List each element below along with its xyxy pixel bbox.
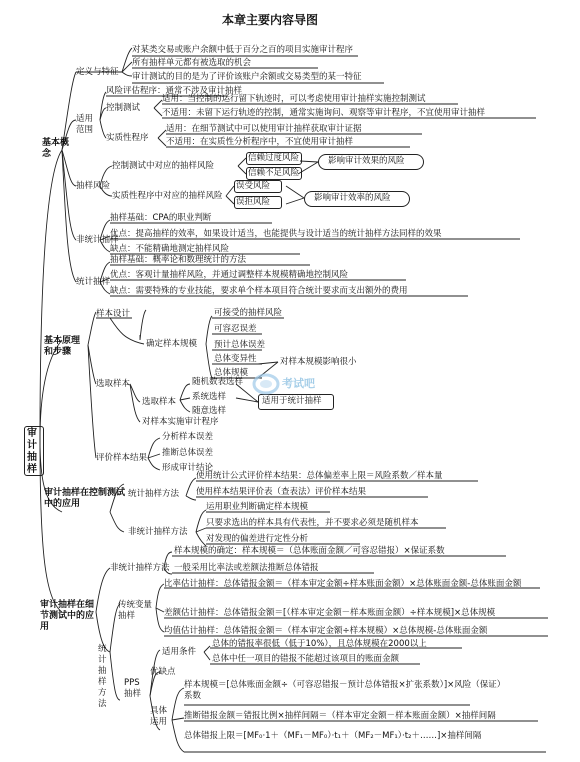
- ctrl-stat-method: 统计抽样方法: [128, 489, 180, 499]
- node-sample-design: 样本设计: [96, 309, 131, 319]
- scope-control-test: 控制测试: [106, 103, 141, 113]
- watermark-text: 考试吧: [282, 377, 315, 390]
- pick-item-3: 随意选样: [192, 406, 227, 416]
- root-label: 审计抽样: [27, 428, 37, 475]
- eval-item-2: 推断总体误差: [162, 448, 214, 458]
- ctrl-stat-a: 使用统计公式评价样本结果：总体偏差率上限＝风险系数／样本量: [196, 471, 443, 481]
- pps-usage-b: 推断错报金额＝错报比例×抽样间隔＝（样本审定金额－样本账面金额）×抽样间隔: [184, 711, 496, 721]
- nonstat-pros: 优点：提高抽样的效率，如果设计适当，也能提供与设计适当的统计抽样方法同样的效果: [110, 229, 442, 239]
- watermark-logo: [248, 370, 334, 398]
- stat-cons: 缺点：需要特殊的专业技能，要求单个样本项目符合统计要求而支出额外的费用: [110, 286, 408, 296]
- risk-effectiveness: 影响审计效果的风险: [328, 156, 405, 166]
- detail-nonstat-method: 非统计抽样方法: [110, 563, 170, 573]
- pps-cond-a: 总体的错报率很低（低于10%），且总体规模在2000以上: [212, 639, 427, 649]
- page-title: 本章主要内容导图: [222, 13, 319, 27]
- size-item-4: 总体变异性: [214, 354, 257, 364]
- risk-incorrect-rejection: 误拒风险: [236, 197, 271, 207]
- nonstat-cons: 缺点：不能精确地测定抽样风险: [110, 244, 230, 254]
- pick-node: 选取样本: [142, 397, 177, 407]
- ctrl-stat-b: 使用样本结果评价表（查表法）评价样本结果: [196, 487, 367, 497]
- section-control-test-application: 审计抽样在控制测试中的应用: [44, 488, 126, 509]
- pps-usage: 具体运用: [150, 706, 168, 727]
- risk-incorrect-acceptance: 误受风险: [236, 181, 271, 191]
- node-pps: PPS抽样: [124, 678, 142, 699]
- eval-item-1: 分析样本误差: [162, 432, 214, 442]
- node-non-statistical: 非统计抽样: [76, 235, 119, 245]
- section-detail-test-application: 审计抽样在细节测试中的应用: [40, 600, 95, 632]
- node-evaluate: 评价样本结果: [96, 453, 148, 463]
- ratio-estimation: 比率估计抽样：总体错报金额＝（样本审定金额÷样本账面金额）×总体账面金额-总体账面金额: [164, 579, 522, 589]
- pick-note: 适用于统计抽样: [262, 396, 322, 406]
- section-basic-concepts: 基本概念: [42, 138, 70, 159]
- ctrl-nonstat-b: 只要求选出的样本具有代表性，并不要求必须是随机样本: [206, 518, 419, 528]
- ctrl-nonstat-a: 运用职业判断确定样本规模: [206, 502, 309, 512]
- risk-efficiency: 影响审计效率的风险: [314, 193, 391, 203]
- node-scope: 适用范围: [76, 114, 94, 135]
- pick-item-1: 随机数表选样: [192, 377, 244, 387]
- size-item-5: 总体规模: [214, 368, 249, 378]
- stat-basis: 抽样基础：概率论和数理统计的方法: [110, 255, 247, 265]
- scope-control-applicable: 适用：当控制的运行留下轨迹时，可以考虑使用审计抽样实施控制测试: [162, 94, 426, 104]
- scope-substantive-not-applicable: 不适用：在实质性分析程序中，不宜使用审计抽样: [166, 137, 354, 147]
- node-sampling-risk: 抽样风险: [76, 181, 111, 191]
- detail-nonstat-b: 一般采用比率法或差额法推断总体错报: [174, 563, 319, 573]
- risk-under-reliance: 信赖不足风险: [248, 168, 300, 178]
- mean-estimation: 均值估计抽样：总体错报金额＝（样本审定金额÷样本规模）×总体规模-总体账面金额: [164, 626, 488, 636]
- difference-estimation: 差额估计抽样：总体错报金额＝[（样本审定金额－样本账面金额）÷样本规模]×总体规模: [164, 608, 496, 618]
- pps-pros-cons: 优缺点: [150, 667, 176, 677]
- scope-control-not-applicable: 不适用：未留下运行轨迹的控制，通常实施询问、观察等审计程序，不宜使用审计抽样: [162, 108, 486, 118]
- size-item-2: 可容忍误差: [214, 324, 257, 334]
- scope-substantive-applicable: 适用：在细节测试中可以使用审计抽样获取审计证据: [166, 124, 362, 134]
- pps-usage-c: 总体错报上限＝[MF₀·1＋（MF₁－MF₀）·t₁＋（MF₂－MF₁）·t₂＋……]×抽样间隔: [184, 731, 482, 741]
- pick-item-2: 系统选样: [192, 392, 227, 402]
- size-note: 对样本规模影响很小: [280, 357, 357, 367]
- risk-substantive: 实质性程序中对应的抽样风险: [112, 191, 223, 201]
- eval-item-3: 形成审计结论: [162, 463, 214, 473]
- def-item-2: 所有抽样单元都有被选取的机会: [132, 58, 252, 68]
- section-principles: 基本原理和步骤: [44, 336, 81, 357]
- node-definition: 定义与特征: [76, 67, 119, 77]
- size-item-1: 可接受的抽样风险: [214, 308, 283, 318]
- pps-conditions: 适用条件: [162, 647, 197, 657]
- nonstat-basis: 抽样基础：CPA的职业判断: [110, 213, 212, 223]
- ctrl-nonstat-c: 对发现的偏差进行定性分析: [206, 534, 309, 544]
- ctrl-nonstat-method: 非统计抽样方法: [128, 527, 188, 537]
- perform-procedures: 对样本实施审计程序: [142, 417, 219, 427]
- risk-control-test: 控制测试中对应的抽样风险: [112, 161, 215, 171]
- def-item-3: 审计测试的目的是为了评价该账户余额或交易类型的某一特征: [132, 72, 362, 82]
- pps-usage-a: 样本规模＝[总体账面金额÷（可容忍错报－预计总体错报×扩张系数）]×风险（保证）系数: [184, 680, 502, 701]
- scope-substantive: 实质性程序: [106, 133, 149, 143]
- detail-nonstat-a: 样本规模的确定：样本规模＝（总体账面金额／可容忍错报）×保证系数: [174, 546, 445, 556]
- size-node: 确定样本规模: [146, 339, 198, 349]
- node-statistical: 统计抽样: [76, 277, 111, 287]
- size-item-3: 预计总体误差: [214, 340, 266, 350]
- node-select-sample: 选取样本: [96, 379, 131, 389]
- node-traditional: 传统变量抽样: [118, 600, 153, 621]
- pps-cond-b: 总体中任一项目的错报不能超过该项目的账面金额: [212, 654, 400, 664]
- stat-pros: 优点：客观计量抽样风险，并通过调整样本规模精确地控制风险: [110, 270, 349, 280]
- detail-stat-method: 统计抽样方法: [98, 644, 107, 709]
- risk-over-reliance: 信赖过度风险: [248, 153, 300, 163]
- def-item-1: 对某类交易或账户余额中低于百分之百的项目实施审计程序: [132, 45, 354, 55]
- scope-risk-assessment: 风险评估程序：通常不涉及审计抽样: [106, 86, 243, 96]
